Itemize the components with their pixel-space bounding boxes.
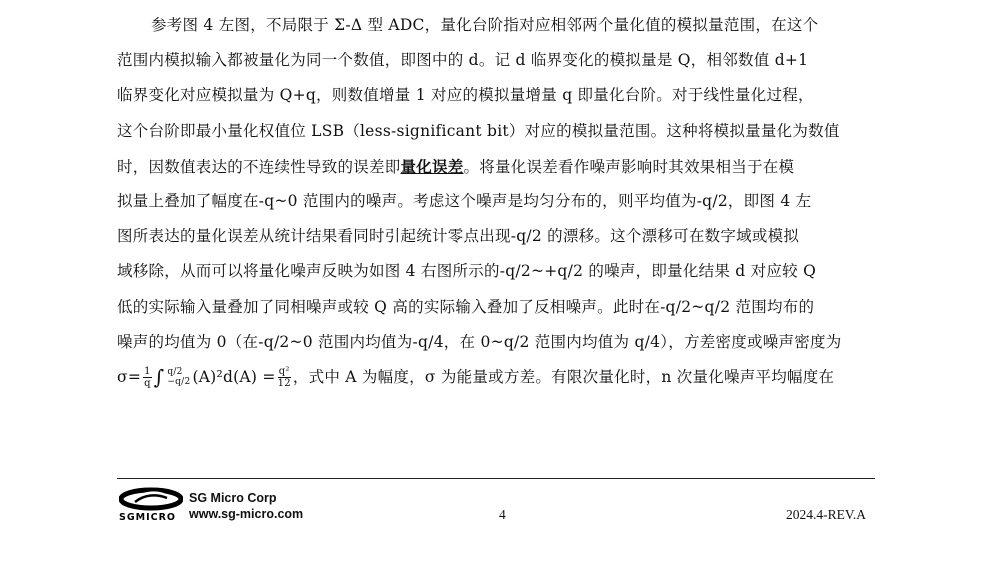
text-line-with-term (117, 149, 875, 184)
text-line: 范围内模拟输入都被量化为同一个数值，即图中的 d。记 d 临界变化的模拟量是 Q，相邻数值 d+1 (117, 51, 809, 70)
integral-limits (167, 367, 190, 387)
text-segment: 。将量化误差看作噪声影响时其效果相当于在模 (463, 157, 795, 176)
company-block (189, 490, 303, 522)
formula-line (117, 360, 875, 395)
footer-divider (117, 478, 875, 479)
integral-sign: ∫ (153, 364, 165, 389)
integral-upper-limit: q/2 (167, 367, 183, 378)
revision-label: 2024.4-REV.A (786, 507, 867, 522)
fraction-numerator: 1 (144, 365, 151, 377)
fraction-1-over-q (143, 366, 152, 389)
text-line: 临界变化对应模拟量为 Q+q，则数值增量 1 对应的模拟量增量 q 即量化台阶。对于线性量化过程， (117, 86, 814, 105)
company-name: SG Micro Corp (189, 491, 277, 505)
text-segment: 时，因数值表达的不连续性导致的误差即 (117, 157, 401, 176)
logo-wordmark: SGMICRO (119, 512, 176, 523)
company-website[interactable]: www.sg-micro.com (189, 507, 304, 521)
integral-lower-limit: −q/2 (167, 377, 191, 388)
page-number: 4 (499, 507, 506, 522)
text-line: 低的实际输入量叠加了同相噪声或较 Q 高的实际输入叠加了反相噪声。此时在-q/2~q/2 范围均布的 (117, 297, 815, 316)
text-line: 图所表达的量化误差从统计结果看同时引起统计零点出现-q/2 的漂移。这个漂移可在数字域或模拟 (117, 227, 800, 246)
text-line: 拟量上叠加了幅度在-q~0 范围内的噪声。考虑这个噪声是均匀分布的，则平均值为-q/2，即图 4 左 (117, 191, 812, 210)
text-line: 这个台阶即最小量化权值位 LSB（less-significant bit）对应的模拟量范围。这种将模拟量量化为数值 (117, 121, 840, 140)
text-line: 参考图 4 左图，不局限于 Σ-Δ 型 ADC，量化台阶指对应相邻两个量化值的模拟量范围，在这个 (151, 16, 819, 34)
fraction-numerator: q² (278, 365, 290, 377)
text-line: 噪声的均值为 0（在-q/2~0 范围内均值为-q/4，在 0~q/2 范围内均值为 q/4），方差密度或噪声密度为 (117, 332, 842, 351)
fraction-q2-over-12 (278, 366, 291, 389)
logo-swirl-icon (119, 487, 183, 513)
text-segment: ，式中 A 为幅度，σ 为能量或方差。有限次量化时，n 次量化噪声平均幅度在 (292, 367, 835, 386)
sgmicro-logo (119, 487, 183, 527)
fraction-denominator: q (144, 377, 151, 389)
key-term-quantization-error: 量化误差 (400, 156, 464, 176)
body-paragraph (117, 8, 875, 395)
formula-integrand: (A)²d(A) = (192, 367, 276, 386)
text-line: 域移除，从而可以将量化噪声反映为如图 4 右图所示的-q/2~+q/2 的噪声，即量化结果 d 对应较 Q (117, 262, 817, 281)
formula-sigma: σ= (117, 367, 142, 386)
fraction-denominator: 12 (277, 377, 291, 389)
